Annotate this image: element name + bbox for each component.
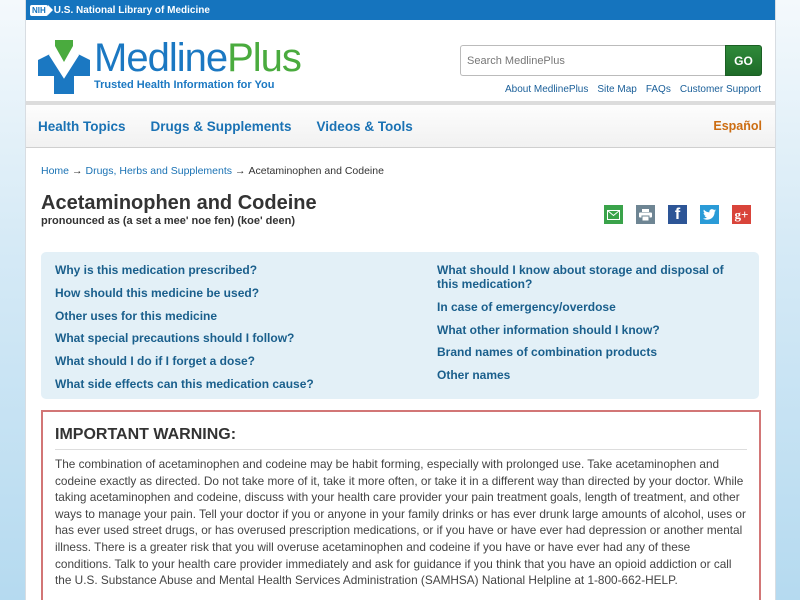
share-buttons (604, 205, 751, 224)
toc-link[interactable]: How should this medicine be used? (55, 285, 260, 300)
site-map-link[interactable]: Site Map (597, 84, 637, 95)
page-title: Acetaminophen and Codeine (41, 192, 317, 214)
main-nav (26, 105, 775, 148)
toc-link[interactable]: What should I know about storage and disposal of this medication? (437, 263, 724, 291)
search-input[interactable] (460, 45, 725, 76)
toc-link[interactable]: What side effects can this medication cause? (55, 376, 314, 391)
toc-link[interactable]: In case of emergency/overdose (437, 299, 616, 314)
toc-link[interactable]: Brand names of combination products (437, 345, 658, 360)
nav-videos-tools[interactable]: Videos & Tools (316, 118, 413, 134)
nlm-link[interactable]: U.S. National Library of Medicine (53, 4, 210, 16)
breadcrumb-current: Acetaminophen and Codeine (248, 165, 384, 177)
twitter-icon[interactable] (700, 205, 719, 224)
print-icon[interactable] (636, 205, 655, 224)
breadcrumb (41, 165, 384, 177)
logo-tagline: Trusted Health Information for You (94, 79, 275, 91)
email-icon[interactable] (604, 205, 623, 224)
toc-link[interactable]: What special precautions should I follow? (55, 331, 295, 346)
important-warning-box (41, 410, 761, 600)
espanol-link[interactable]: Español (713, 119, 762, 133)
search-form (460, 45, 762, 76)
breadcrumb-drugs[interactable]: Drugs, Herbs and Supplements (85, 165, 233, 177)
nav-health-topics[interactable]: Health Topics (38, 118, 126, 134)
toc-left-column (55, 263, 314, 400)
search-go-button[interactable]: GO (725, 45, 762, 76)
nih-top-bar (26, 0, 775, 20)
table-of-contents (41, 252, 759, 399)
toc-link[interactable]: What other information should I know? (437, 322, 660, 337)
medlineplus-logo[interactable] (38, 38, 301, 94)
facebook-icon[interactable]: f (668, 205, 687, 224)
breadcrumb-arrow-icon: → (235, 165, 246, 177)
google-plus-icon[interactable]: g+ (732, 205, 751, 224)
about-link[interactable]: About MedlinePlus (504, 84, 589, 95)
toc-link[interactable]: Why is this medication prescribed? (55, 263, 258, 277)
faqs-link[interactable]: FAQs (645, 84, 671, 95)
utility-links (505, 84, 761, 95)
toc-right-column (437, 263, 747, 391)
breadcrumb-home[interactable]: Home (41, 165, 70, 177)
warning-heading: IMPORTANT WARNING: (55, 426, 747, 450)
toc-link[interactable]: Other uses for this medicine (55, 308, 218, 323)
page-container (25, 0, 776, 600)
warning-body: The combination of acetaminophen and codeine may be habit forming, especially with prolonged use. Take acetaminophen and codeine exactly as directed. Do not take more of it, take it more often, or take it in a different way than directed by your doctor. While taking acetaminophen and codeine, discuss with your health care provider your pain treatment goals, length of treatment, and other ways to manage your pain. Tell your doctor if you or anyone in your family drinks or has ever drunk large amounts of alcohol, uses or has ever used street drugs, or has overused prescription medications, or if you have or have ever had depression or another mental illness. There is a greater risk that you will overuse acetaminophen and codeine if you have or have ever had any of these conditions. Talk to your health care provider immediately and ask for guidance if you think that you have an opioid addiction or call the U.S. Substance Abuse and Mental Health Services Administration (SAMHSA) National Helpline at 1-800-662-HELP. (55, 457, 746, 588)
site-header (26, 20, 775, 105)
breadcrumb-arrow-icon: → (72, 165, 83, 177)
nih-logo-icon[interactable]: NIH (32, 5, 46, 15)
logo-medline-text: Medline (94, 36, 228, 80)
pronunciation: pronounced as (a set a mee' noe fen) (koe' deen) (41, 215, 296, 227)
logo-plus-text: Plus (227, 36, 301, 80)
medlineplus-cross-icon (38, 40, 90, 94)
toc-link[interactable]: Other names (437, 368, 511, 383)
toc-link[interactable]: What should I do if I forget a dose? (55, 354, 255, 369)
customer-support-link[interactable]: Customer Support (679, 84, 761, 95)
nav-drugs-supplements[interactable]: Drugs & Supplements (150, 118, 292, 134)
